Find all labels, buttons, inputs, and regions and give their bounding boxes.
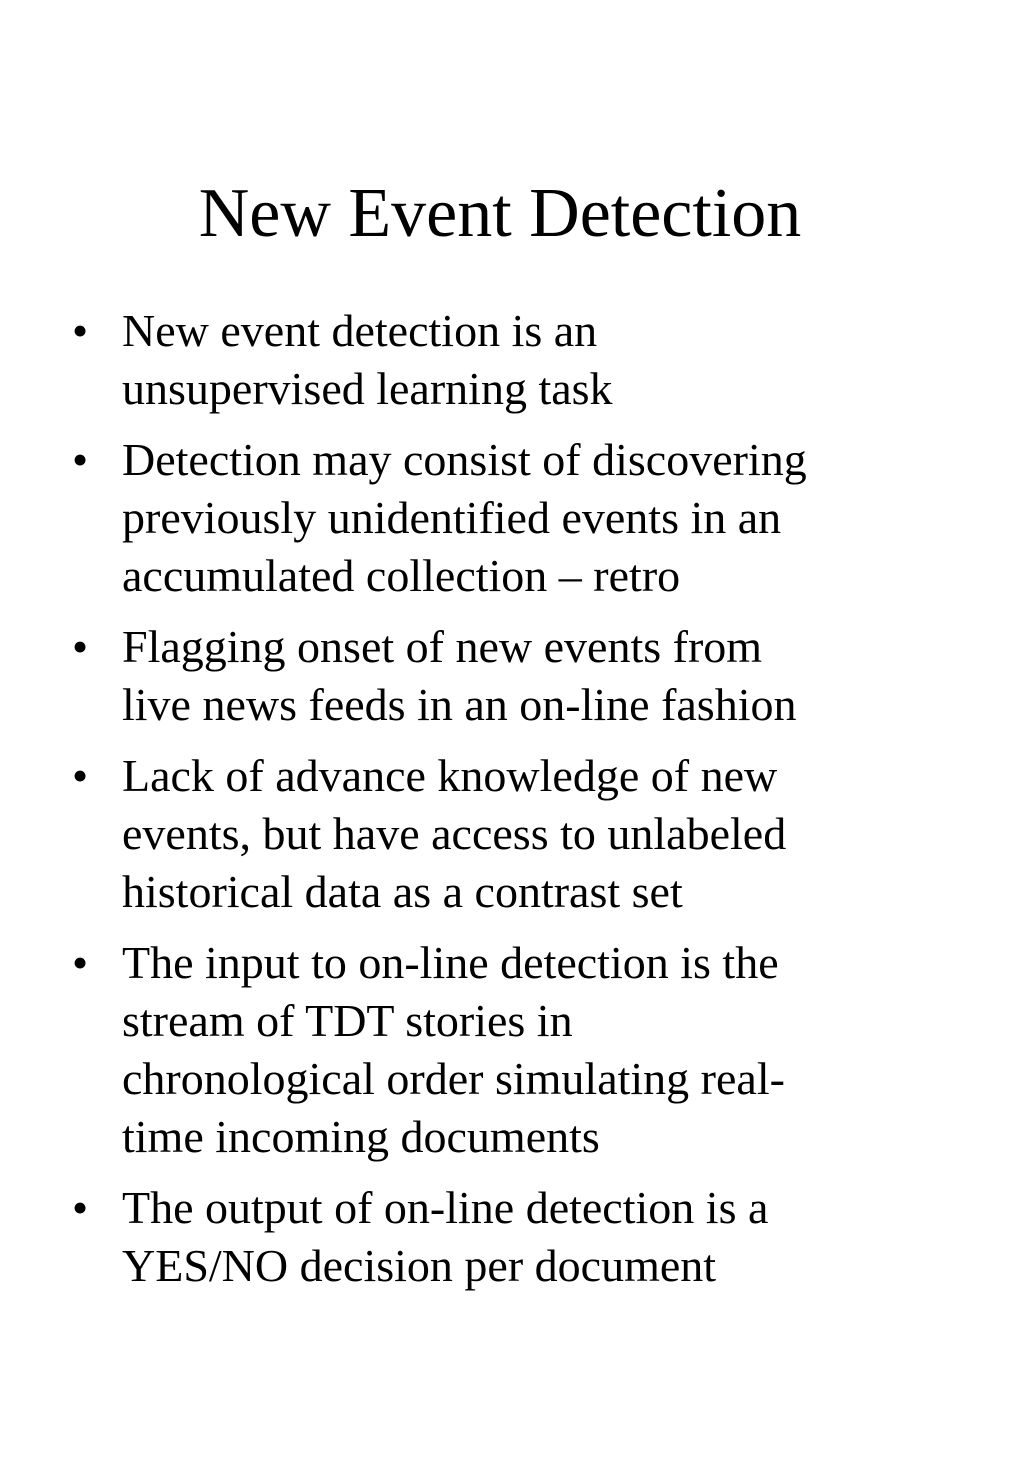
bullet-item (0, 431, 1024, 605)
bullet-icon: • (72, 1182, 89, 1233)
bullet-icon: • (72, 621, 89, 672)
bullet-list (0, 302, 1024, 1308)
bullet-line: historical data as a contrast set (122, 866, 683, 917)
bullet-line: Lack of advance knowledge of new (122, 750, 778, 801)
bullet-line: The input to on-line detection is the (122, 937, 779, 988)
bullet-line: stream of TDT stories in (122, 995, 573, 1046)
bullet-icon: • (72, 937, 89, 988)
bullet-line: live news feeds in an on-line fashion (122, 679, 797, 730)
bullet-line: time incoming documents (122, 1111, 600, 1162)
bullet-item (0, 302, 1024, 418)
bullet-icon: • (72, 434, 89, 485)
bullet-line: The output of on-line detection is a (122, 1182, 769, 1233)
bullet-icon: • (72, 305, 89, 356)
bullet-line: New event detection is an (122, 305, 598, 356)
bullet-line: accumulated collection – retro (122, 550, 681, 601)
bullet-line: previously unidentified events in an (122, 492, 782, 543)
bullet-icon: • (72, 750, 89, 801)
bullet-item (0, 618, 1024, 734)
bullet-item (0, 747, 1024, 921)
bullet-line: Flagging onset of new events from (122, 621, 763, 672)
bullet-item (0, 934, 1024, 1166)
bullet-line: Detection may consist of discovering (122, 434, 807, 485)
bullet-line: YES/NO decision per document (122, 1240, 717, 1291)
bullet-item (0, 1179, 1024, 1295)
bullet-line: chronological order simulating real- (122, 1053, 785, 1104)
slide-title: New Event Detection (198, 175, 802, 252)
bullet-line: unsupervised learning task (122, 363, 613, 414)
bullet-line: events, but have access to unlabeled (122, 808, 787, 859)
